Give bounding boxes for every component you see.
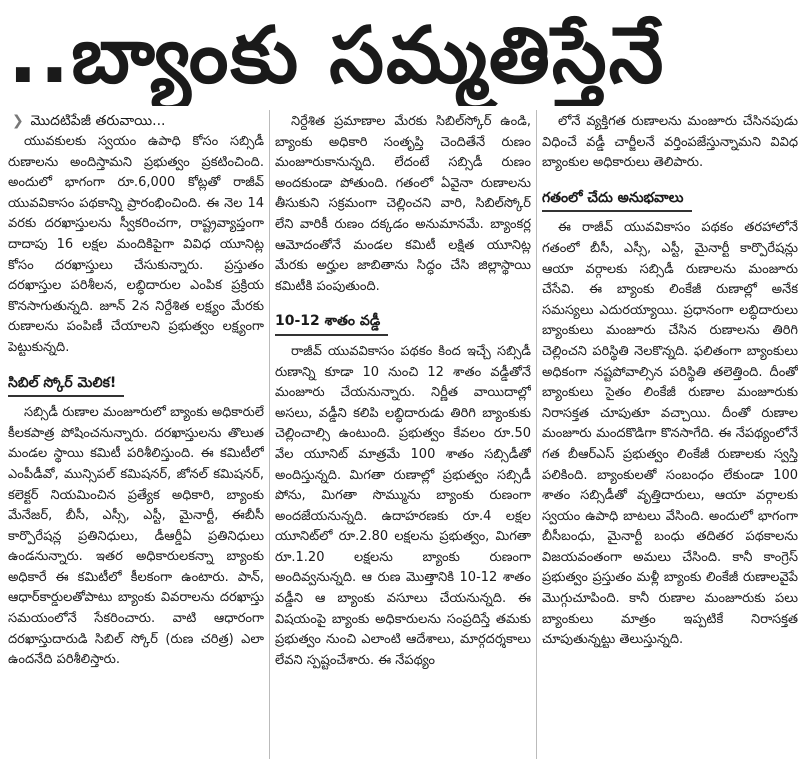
headline: ..బ్యాంకు సమ్మతిస్తేనే — [8, 11, 666, 101]
column-divider — [536, 110, 537, 759]
continuation-kicker — [12, 110, 166, 132]
paragraph: ఈ రాజీవ్ యువవికాసం పథకం తరహాలోనే గతంలో బీసీ, ఎస్సీ, ఎస్టీ, మైనార్టీ కార్పొరేషన్లు ఆయా వర్గాలకు సబ్సిడీ రుణాలను మంజూరు చేసేవి. ఈ బ్యాంకు లింకేజీ రుణాల్లో అనేక సమస్యలు ఎదురయ్యాయి. ప్రధానంగా లబ్ధిదారులు బ్యాంకులు మంజూరు చేసిన రుణాలను తిరిగి చెల్లించని పరిస్థితి నెలకొన్నది. ఫలితంగా బ్యాంకులు అధికంగా నష్టపోవాల్సిన పరిస్థితి తలెత్తింది. దీంతో బ్యాంకులు సైతం లింకేజీ రుణాల మంజూరుకు నిరాసక్తత చూపుతూ వచ్చాయి. దీంతో రుణాల మంజూరు మందకొడిగా కొనసాగేది. ఈ నేపథ్యంలోనే గత బీఆర్ఎస్ ప్రభుత్వం లింకేజీ రుణాలకు స్వస్తి పలికింది. బ్యాంకులతో సంబంధం లేకుండా 100 శాతం సబ్సిడీతో వృత్తిదారులు, ఆయా వర్గాలకు స్వయం ఉపాధి బాటలు వేసింది. అందులో భాగంగా బీసీబంధు, మైనార్టీ బంధు తదితర పథకాలను విజయవంతంగా అమలు చేసింది. కానీ కాంగ్రెస్ ప్రభుత్వం ప్రస్తుతం మళ్లీ బ్యాంకు లింకేజీ రుణాలవైపే మొగ్గుచూపింది. కానీ రుణాల మంజూరుకు పలు బ్యాంకులు మాత్రం ఇప్పటికే నిరాసక్తత చూపుతున్నట్టు తెలుస్తున్నది. — [542, 220, 798, 648]
paragraph: రాజీవ్ యువవికాసం పథకం కింద ఇచ్చే సబ్సిడీ రుణాన్ని కూడా 10 నుంచి 12 శాతం వడ్డీతోనే మంజూరు చేయనున్నారు. నిర్ణీత వాయిదాల్లో అసలు, వడ్డీని కలిపి లబ్ధిదారుడు తిరిగి బ్యాంకుకు చెల్లించాల్సి ఉంటుంది. ప్రభుత్వం కేవలం రూ.50 వేల యూనిట్ మాత్రమే 100 శాతం సబ్సిడీతో అందిస్తున్నది. మిగతా రుణాల్లో ప్రభుత్వం సబ్సిడీ పోను, మిగతా సొమ్మును బ్యాంకు రుణంగా అందజేయనున్నది. ఉదాహరణకు రూ.4 లక్షల యూనిట్‌లో రూ.2.80 లక్షలను ప్రభుత్వం, మిగతా రూ.1.20 లక్షలను బ్యాంకు రుణంగా అందివ్వనున్నది. ఆ రుణ మొత్తానికి 10-12 శాతం వడ్డీని ఆ బ్యాంకు వసూలు చేయనున్నది. ఈ విషయంపై బ్యాంకు అధికారులను సంప్రదిస్తే తమకు ప్రభుత్వం నుంచి ఎలాంటి ఆదేశాలు, మార్గదర్శకాలు లేవని స్పష్టంచేశారు. ఈ నేపథ్యం — [275, 343, 531, 668]
paragraph: యువకులకు స్వయం ఉపాధి కోసం సబ్సిడీ రుణాలను అందిస్తామని ప్రభుత్వం ప్రకటించింది. అందులో భాగంగా రూ.6,000 కోట్లతో రాజీవ్ యువవికాసం పథకాన్ని ప్రారంభించింది. ఈ నెల 14 వరకు దరఖాస్తులను స్వీకరించగా, రాష్ట్రవ్యాప్తంగా దాదాపు 16 లక్షల మందికిపైగా వివిధ యూనిట్ల కోసం దరఖాస్తులు చేసుకున్నారు. ప్రస్తుతం దరఖాస్తుల పరిశీలన, లబ్ధిదారుల ఎంపిక ప్రక్రియ కొనసాగుతున్నది. జూన్ 2న నిర్దేశిత లక్ష్యం మేరకు రుణాలను పంపిణీ చేయాలని ప్రభుత్వం లక్ష్యంగా పెట్టుకున్నది. — [8, 134, 264, 355]
kicker-text: మొదటిపేజీ తరువాయి... — [30, 113, 166, 129]
subheading: సిబిల్ స్కోర్ మెలిక! — [8, 373, 124, 398]
paragraph: లోనే వ్యక్తిగత రుణాలను మంజూరు చేసినపుడు విధించే వడ్డీ చార్జీలనే వర్తింపజేస్తున్నామని వివిధ బ్యాంకుల అధికారులు తెలిపారు. — [542, 114, 798, 171]
chevron-right-icon: ❯ — [12, 113, 24, 129]
paragraph: సబ్సిడీ రుణాల మంజూరులో బ్యాంకు అధికారులే కీలకపాత్ర పోషించనున్నారు. దరఖాస్తులను తొలుత మండల స్థాయి కమిటీ పరిశీలిస్తుంది. ఈ కమిటీలో ఎంపీడీవో, మున్సిపల్ కమిషనర్, జోనల్ కమిషనర్, కలెక్టర్ నియమించిన ప్రత్యేక అధికారి, బ్యాంకు మేనేజర్, బీసీ, ఎస్సీ, ఎస్టీ, మైనార్టీ, ఈబీసీ కార్పొరేషన్ల ప్రతినిధులు, డీఆర్డీఏ ప్రతినిధులు ఉండనున్నారు. ఇతర అధికారులకన్నా బ్యాంకు అధికారే ఈ కమిటీలో కీలకంగా ఉంటారు. పాన్, ఆధార్‌కార్డులతోపాటు బ్యాంకు వివరాలను దరఖాస్తు సమయంలోనే సేకరించారు. వాటి ఆధారంగా దరఖాస్తుదారుడి సిబిల్ స్కోర్ (రుణ చరిత్ర) ఎలా ఉందనేది పరిశీలిస్తారు. — [8, 405, 264, 668]
article-column-3 — [542, 112, 798, 758]
article-column-2 — [275, 112, 531, 758]
column-divider — [269, 110, 270, 759]
article-column-1 — [8, 132, 264, 758]
subheading: గతంలో చేదు అనుభవాలు — [542, 188, 692, 213]
subheading: 10-12 శాతం వడ్డీ — [275, 311, 388, 336]
paragraph: నిర్దేశిత ప్రమాణాల మేరకు సిబిల్‌స్కోర్ ఉండి, బ్యాంకు అధికారి సంతృప్తి చెందితేనే రుణం మంజూరుకానున్నది. లేదంటే సబ్సిడీ రుణం అందకుండా పోతుంది. గతంలో ఏవైనా రుణాలను తీసుకుని సక్రమంగా చెల్లించని వారి, సిబిల్‌స్కోర్ లేని వారికీ రుణం దక్కడం అనుమానమే. బ్యాంకర్ల ఆమోదంతోనే మండల కమిటీ లక్షిత యూనిట్ల మేరకు అర్హుల జాబితాను సిద్ధం చేసి జిల్లాస్థాయి కమిటీకి పంపుతుంది. — [275, 114, 531, 294]
